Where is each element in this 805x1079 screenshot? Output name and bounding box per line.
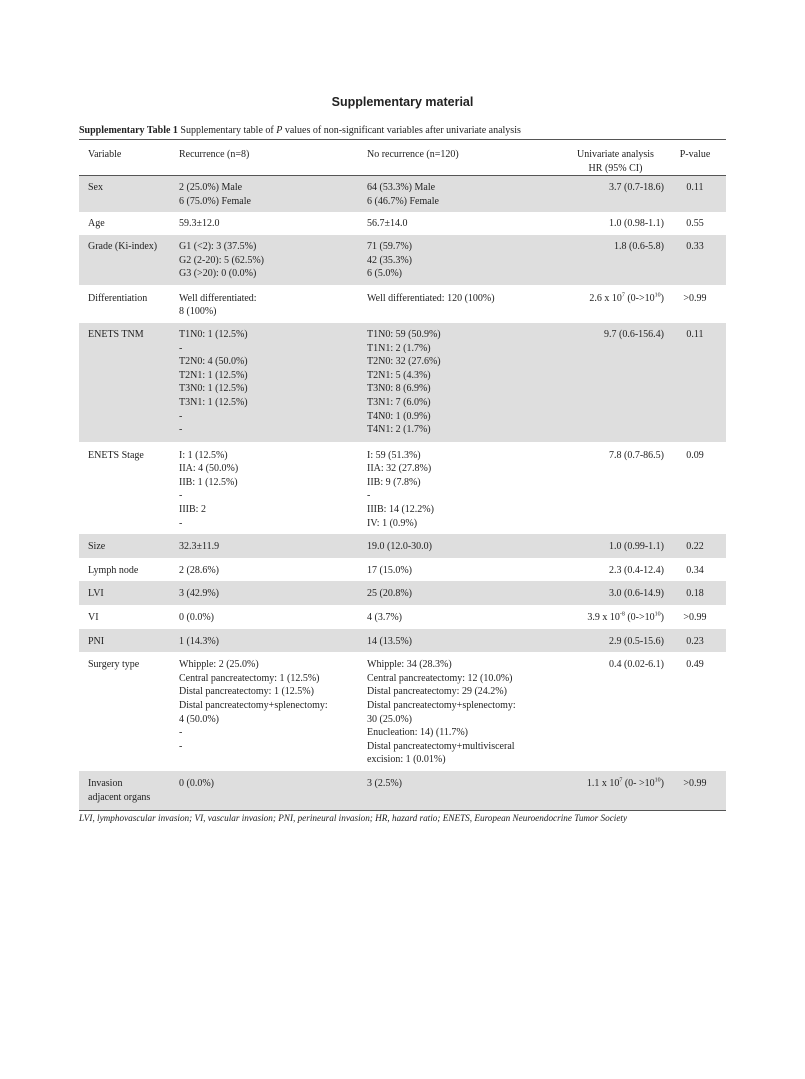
cell-no-recurrence: 14 (13.5%) [367,635,412,647]
cell-variable: Sex [88,182,103,194]
table-row [79,176,726,212]
cell-variable: PNI [88,635,105,647]
cell-recurrence: T1N0: 1 (12.5%) - T2N0: 4 (50.0%) T2N1: 1 (12.5%) T3N0: 1 (12.5%) T3N1: 1 (12.5%) - - [179,328,248,436]
cell-hr: 0.4 (0.02-6.1) [609,659,664,671]
cell-p-value: 0.11 [686,182,704,194]
cell-variable: Differentiation [88,292,148,304]
cell-no-recurrence: 71 (59.7%) 42 (35.3%) 6 (5.0%) [367,240,412,280]
cell-recurrence: 2 (28.6%) [179,564,219,576]
cell-recurrence: 2 (25.0%) Male 6 (75.0%) Female [179,182,251,207]
cell-p-value: >0.99 [683,292,707,304]
cell-no-recurrence: Well differentiated: 120 (100%) [367,292,495,304]
cell-recurrence: Whipple: 2 (25.0%) Central pancreatectomy: 1 (12.5%) Distal pancreatectomy: 1 (12.5%) Distal pancreatectomy+splenectomy: 4 (50.0%) - - [179,659,328,752]
cell-no-recurrence: I: 59 (51.3%) IIA: 32 (27.8%) IIB: 9 (7.8%) - IIIB: 14 (12.2%) IV: 1 (0.9%) [367,449,434,529]
cell-hr: 1.0 (0.98-1.1) [609,218,664,230]
cell-hr: 1.0 (0.99-1.1) [609,541,664,553]
cell-variable: ENETS TNM [88,328,144,340]
cell-hr: 1.1 x $10^7$ $(0- >10^{10})$ [586,777,664,789]
table-row [79,442,726,535]
cell-no-recurrence: 19.0 (12.0-30.0) [367,541,432,553]
cell-recurrence: I: 1 (12.5%) IIA: 4 (50.0%) IIB: 1 (12.5%) - IIIB: 2 - [179,449,239,529]
cell-p-value: 0.49 [686,659,704,671]
cell-variable: ENETS Stage [88,449,144,461]
cell-hr: 3.7 (0.7-18.6) [609,182,664,194]
table-header-row [79,139,726,176]
cell-no-recurrence: 25 (20.8%) [367,588,412,600]
cell-variable: Lymph node [88,564,139,576]
table-bottom-rule [79,810,726,811]
table-row [79,605,726,629]
header-recurrence: Recurrence (n=8) [179,149,250,160]
cell-recurrence: 32.3±11.9 [179,541,220,553]
cell-hr: 3.0 (0.6-14.9) [609,588,664,600]
cell-no-recurrence: Whipple: 34 (28.3%) Central pancreatectomy: 12 (10.0%) Distal pancreatectomy: 29 (24.2%) Distal pancreatectomy+splenectomy: 30 (25.0%) Enucleation: 14) (11.7%) Distal pancreatectomy+multivisceral excision: 1 (0.01%) [367,659,516,766]
header-hr: Univariate analysis HR (95% CI) [577,149,654,174]
cell-p-value: 0.11 [686,328,704,340]
cell-hr: 2.6 x $10^7$ $(0->10^{10})$ [589,292,664,304]
cell-recurrence: Well differentiated: 8 (100%) [179,292,257,318]
caption-text-1: Supplementary table of [177,125,277,136]
cell-recurrence: G1 (<2): 3 (37.5%) G2 (2-20): 5 (62.5%) G3 (>20): 0 (0.0%) [179,240,264,280]
cell-no-recurrence: 3 (2.5%) [367,777,402,789]
cell-variable: LVI [88,588,104,600]
header-p-value: P-value [679,149,711,160]
table-row [79,323,726,442]
table-row [79,771,726,810]
header-variable: Variable [88,149,122,160]
table-row [79,285,726,323]
table-row [79,629,726,653]
cell-no-recurrence: 56.7±14.0 [367,218,408,230]
cell-no-recurrence: 64 (53.3%) Male 6 (46.7%) Female [367,182,439,207]
table-row [79,652,726,771]
cell-hr: 2.9 (0.5-15.6) [609,635,664,647]
table-row [79,558,726,582]
cell-p-value: 0.55 [686,218,704,230]
cell-p-value: 0.33 [686,240,704,252]
cell-variable: Size [88,541,106,553]
cell-hr: 7.8 (0.7-86.5) [609,449,664,461]
table-row [79,534,726,558]
header-no-recurrence: No recurrence (n=120) [367,149,459,160]
cell-recurrence: 1 (14.3%) [179,635,219,647]
cell-hr: 2.3 (0.4-12.4) [609,564,664,576]
cell-p-value: >0.99 [683,612,707,624]
table-footnote: LVI, lymphovascular invasion; VI, vascular invasion; PNI, perineural invasion; HR, hazard ratio; ENETS, European Neuroendocrine Tumor Society [79,813,628,823]
cell-p-value: 0.22 [686,541,704,553]
page-title: Supplementary material [331,95,474,109]
cell-p-value: 0.34 [686,564,704,576]
cell-variable: Grade (Ki-index) [88,240,158,252]
caption-p: P [276,125,283,136]
cell-p-value: 0.09 [686,449,704,461]
caption-label: Supplementary Table 1 [79,125,178,136]
table-caption [79,125,729,136]
table-row [79,581,726,605]
results-table [79,139,726,811]
table-row [79,212,726,235]
table-body [79,176,726,810]
cell-variable: VI [88,612,99,624]
cell-recurrence: 0 (0.0%) [179,777,214,789]
cell-recurrence: 0 (0.0%) [179,612,214,624]
cell-variable: Surgery type [88,659,140,671]
table-row [79,235,726,285]
cell-recurrence: 3 (42.9%) [179,588,219,600]
cell-variable: Age [88,218,105,230]
cell-hr: 9.7 (0.6-156.4) [604,328,664,340]
cell-no-recurrence: 4 (3.7%) [367,612,402,624]
cell-hr: 1.8 (0.6-5.8) [614,240,664,252]
cell-p-value: 0.23 [686,635,704,647]
cell-no-recurrence: 17 (15.0%) [367,564,412,576]
cell-p-value: >0.99 [683,777,707,789]
cell-p-value: 0.18 [686,588,704,600]
cell-no-recurrence: T1N0: 59 (50.9%) T1N1: 2 (1.7%) T2N0: 32 (27.6%) T2N1: 5 (4.3%) T3N0: 8 (6.9%) T3N1: 7 (6.0%) T4N0: 1 (0.9%) T4N1: 2 (1.7%) [367,328,441,436]
cell-hr: 3.9 x $10^{-8}$ $(0->10^{10})$ [587,611,664,624]
caption-text-2: values of non-significant variables after univariate analysis [282,125,521,136]
cell-variable: Invasion adjacent organs [88,777,151,803]
cell-recurrence: 59.3±12.0 [179,218,220,230]
